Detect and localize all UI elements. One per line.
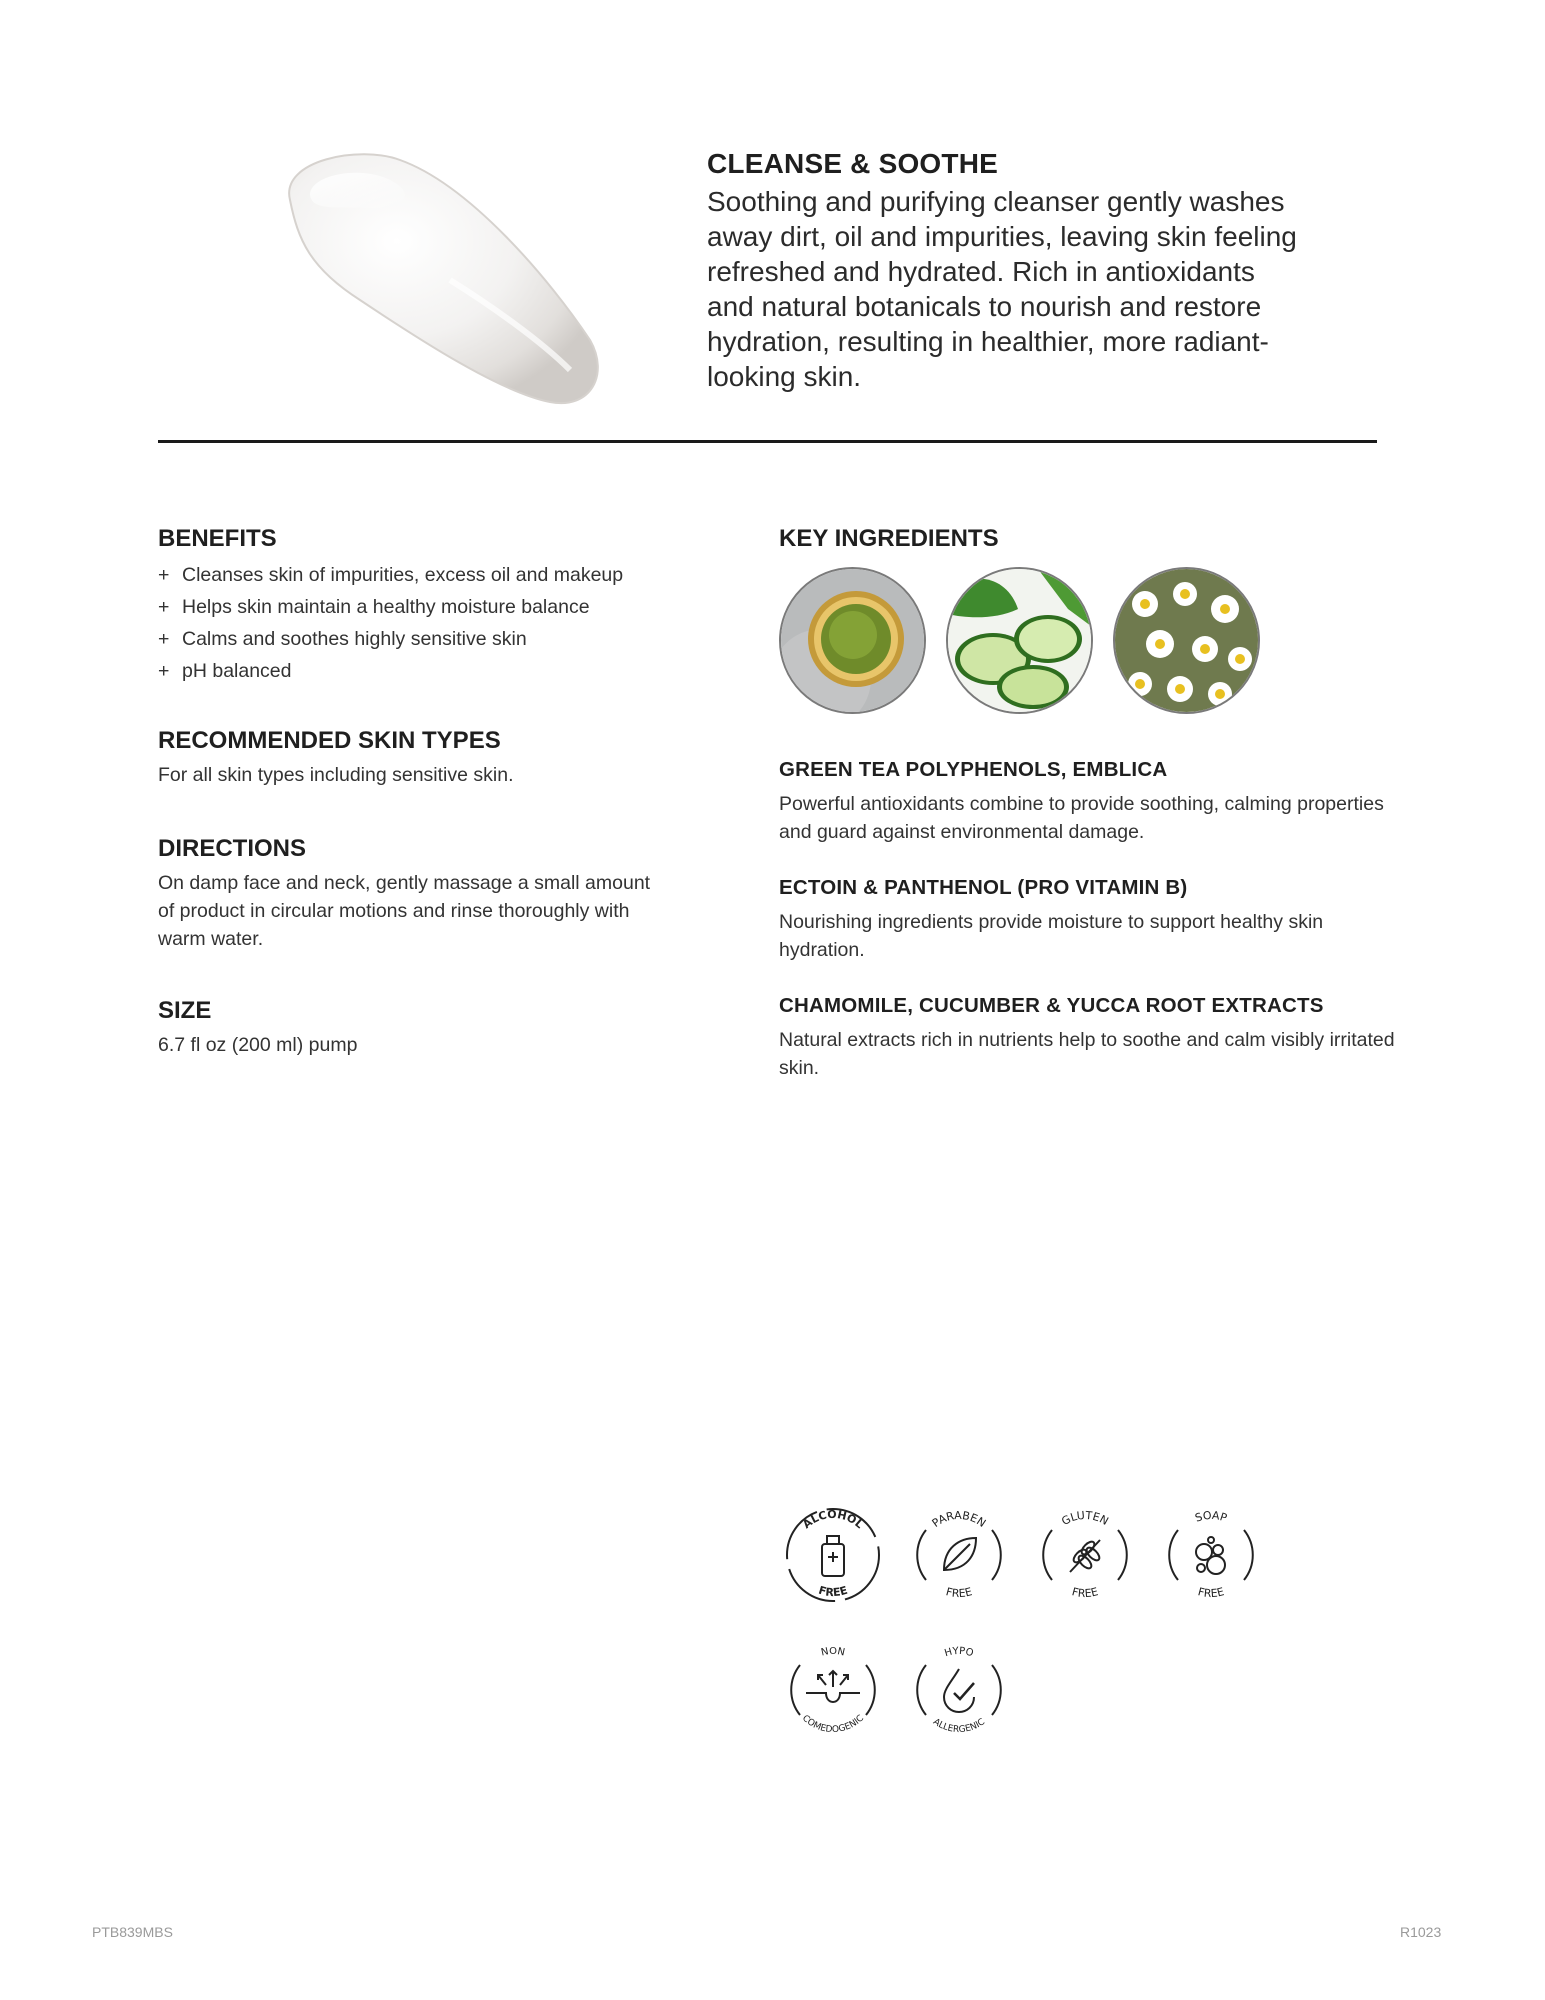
- product-swatch-image: [250, 140, 620, 420]
- svg-text:ALCOHOL: ALCOHOL: [800, 1507, 866, 1532]
- product-description: Soothing and purifying cleanser gently washes away dirt, oil and impurities, leaving skin feeling refreshed and hydrated. Rich in antioxidants and natural botanicals to nourish and restore hydration, resulting in healthier, more radiant-looking skin.: [707, 186, 1297, 392]
- ingredient-text: Natural extracts rich in nutrients help to soothe and calm visibly irritated skin.: [779, 1029, 1395, 1079]
- alcohol-free-icon: [778, 1500, 888, 1610]
- skin-types-title: RECOMMENDED SKIN TYPES: [158, 727, 501, 754]
- size-title: SIZE: [158, 997, 212, 1024]
- ingredient-images: [779, 567, 1399, 714]
- footer-code-right: R1023: [1400, 1924, 1442, 1940]
- product-title: CLEANSE & SOOTHE: [707, 148, 999, 179]
- ingredient-title: CHAMOMILE, CUCUMBER & YUCCA ROOT EXTRACTS: [779, 994, 1324, 1017]
- ingredient-text: Powerful antioxidants combine to provide soothing, calming properties and guard against environmental damage.: [779, 793, 1384, 843]
- directions-title: DIRECTIONS: [158, 835, 307, 862]
- svg-text:PARABEN: PARABEN: [929, 1508, 989, 1530]
- section-divider: [158, 440, 1377, 443]
- list-item: + Calms and soothes highly sensitive skin: [158, 628, 527, 650]
- svg-text:SOAP: SOAP: [1193, 1508, 1229, 1525]
- svg-text:COMEDOGENIC: COMEDOGENIC: [800, 1713, 866, 1736]
- size-text: 6.7 fl oz (200 ml) pump: [158, 1034, 358, 1056]
- list-item: + pH balanced: [158, 660, 292, 682]
- right-column: [779, 525, 1399, 1112]
- directions-text: On damp face and neck, gently massage a small amount of product in circular motions and rinse thoroughly with warm water.: [158, 872, 651, 950]
- green-tea-image: [779, 567, 926, 714]
- benefits-list: [158, 559, 718, 687]
- svg-text:FREE: FREE: [944, 1585, 974, 1601]
- left-column: [158, 525, 718, 1059]
- hypoallergenic-icon: [904, 1635, 1014, 1745]
- chamomile-image: [1113, 567, 1260, 714]
- list-item: + Cleanses skin of impurities, excess oil and makeup: [158, 564, 624, 586]
- ingredient-item: [779, 994, 1399, 1082]
- svg-text:FREE: FREE: [816, 1583, 850, 1600]
- footer-code-left: PTB839MBS: [92, 1924, 173, 1940]
- svg-text:NON: NON: [820, 1646, 846, 1659]
- paraben-free-icon: [904, 1500, 1014, 1610]
- key-ingredients-title: KEY INGREDIENTS: [779, 525, 999, 552]
- hero-section: [707, 148, 1307, 394]
- ingredient-text: Nourishing ingredients provide moisture to support healthy skin hydration.: [779, 911, 1324, 961]
- list-item: + Helps skin maintain a healthy moisture balance: [158, 596, 590, 618]
- svg-text:ALLERGENIC: ALLERGENIC: [931, 1717, 987, 1736]
- svg-text:FREE: FREE: [1196, 1585, 1226, 1601]
- non-comedogenic-icon: [778, 1635, 888, 1745]
- ingredient-item: [779, 876, 1399, 964]
- ingredient-title: ECTOIN & PANTHENOL (PRO VITAMIN B): [779, 876, 1188, 899]
- benefits-title: BENEFITS: [158, 525, 277, 552]
- gluten-free-icon: [1030, 1500, 1140, 1610]
- skin-types-text: For all skin types including sensitive skin.: [158, 764, 514, 786]
- ingredient-item: [779, 758, 1399, 846]
- svg-text:HYPO: HYPO: [943, 1645, 975, 1660]
- svg-text:FREE: FREE: [1070, 1585, 1100, 1601]
- cucumber-image: [946, 567, 1093, 714]
- ingredient-title: GREEN TEA POLYPHENOLS, EMBLICA: [779, 758, 1168, 781]
- soap-free-icon: [1156, 1500, 1266, 1610]
- svg-text:GLUTEN: GLUTEN: [1059, 1508, 1111, 1528]
